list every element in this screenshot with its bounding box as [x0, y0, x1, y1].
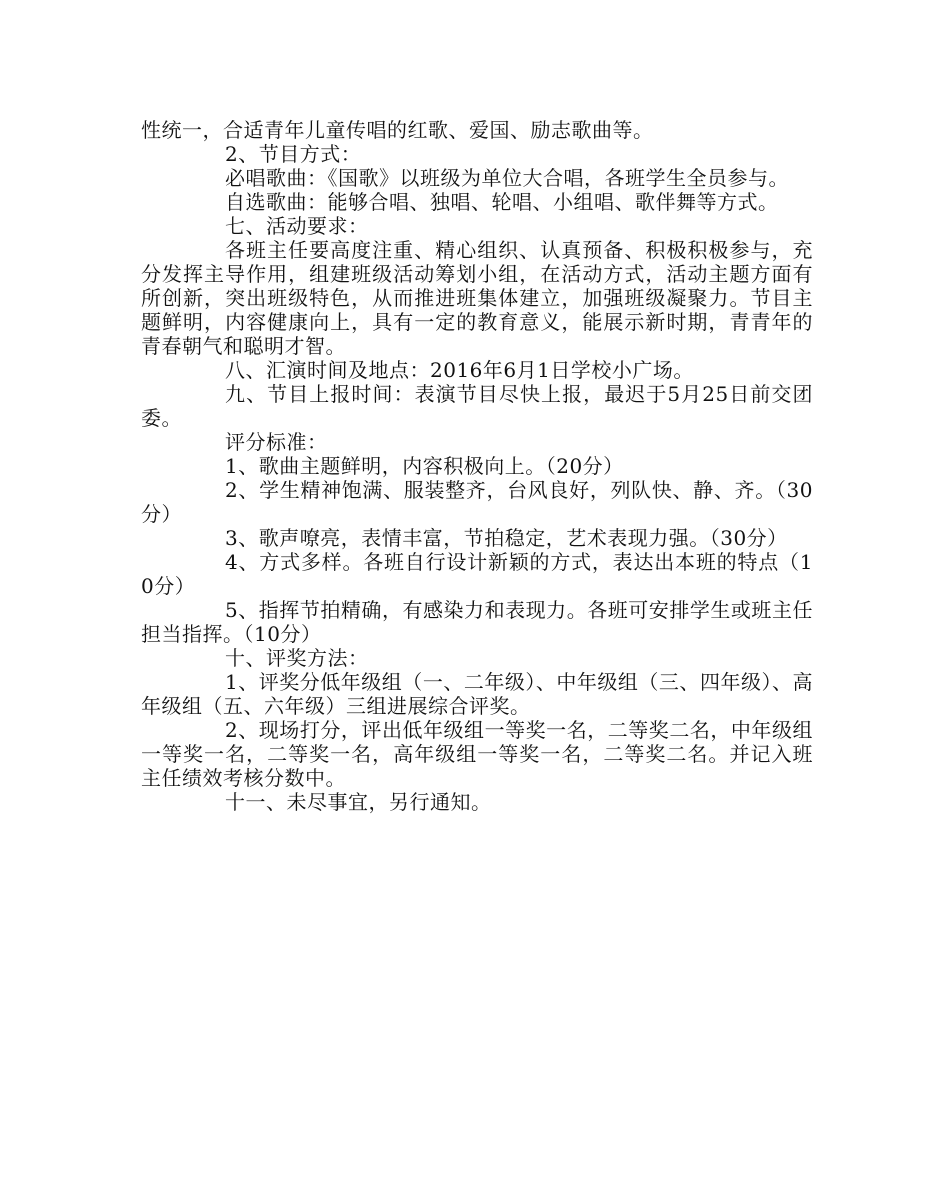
- list-item: 3、歌声嘹亮，表情丰富，节拍稳定，艺术表现力强。（30分）: [225, 526, 788, 550]
- list-item: 1、评奖分低年级组（一、二年级）、中年级组（三、四年级）、高年级组（五、六年级）三组进展综合评奖。: [141, 670, 813, 718]
- paragraph: 必唱歌曲：《国歌》以班级为单位大合唱，各班学生全员参与。: [225, 166, 789, 190]
- list-item: 1、歌曲主题鲜明，内容积极向上。（20分）: [225, 454, 624, 478]
- paragraph: 性统一，合适青年儿童传唱的红歌、爱国、励志歌曲等。: [141, 118, 654, 142]
- section-heading: 十一、未尽事宜，另行通知。: [225, 790, 492, 814]
- list-item: 5、指挥节拍精确，有感染力和表现力。各班可安排学生或班主任担当指挥。（10分）: [141, 598, 813, 646]
- paragraph: 各班主任要高度注重、精心组织、认真预备、积极积极参与，充分发挥主导作用，组建班级活动筹划小组，在活动方式，活动主题方面有所创新，突出班级特色，从而推进班集体建立，加强班级凝聚力。节目主题鲜明，内容健康向上，具有一定的教育意义，能展示新时期，青青年的青春朝气和聪明才智。: [141, 238, 813, 358]
- list-item: 4、方式多样。各班自行设计新颖的方式，表达出本班的特点（10分）: [141, 550, 813, 598]
- list-item: 2、现场打分，评出低年级组一等奖一名，二等奖二名，中年级组一等奖一名，二等奖一名，高年级组一等奖一名，二等奖二名。并记入班主任绩效考核分数中。: [141, 718, 813, 790]
- section-heading: 八、汇演时间及地点：2016年6月1日学校小广场。: [225, 358, 694, 382]
- list-item: 2、学生精神饱满、服装整齐，台风良好，列队快、静、齐。（30分）: [141, 478, 813, 526]
- paragraph: 自选歌曲：能够合唱、独唱、轮唱、小组唱、歌伴舞等方式。: [225, 190, 779, 214]
- section-heading: 九、节目上报时间：表演节目尽快上报，最迟于5月25日前交团委。: [141, 382, 813, 430]
- section-heading: 评分标准：: [225, 430, 328, 454]
- document-body: [141, 118, 813, 814]
- section-heading: 七、活动要求：: [225, 214, 369, 238]
- paragraph: 2、节目方式：: [225, 142, 362, 166]
- section-heading: 十、评奖方法：: [225, 646, 369, 670]
